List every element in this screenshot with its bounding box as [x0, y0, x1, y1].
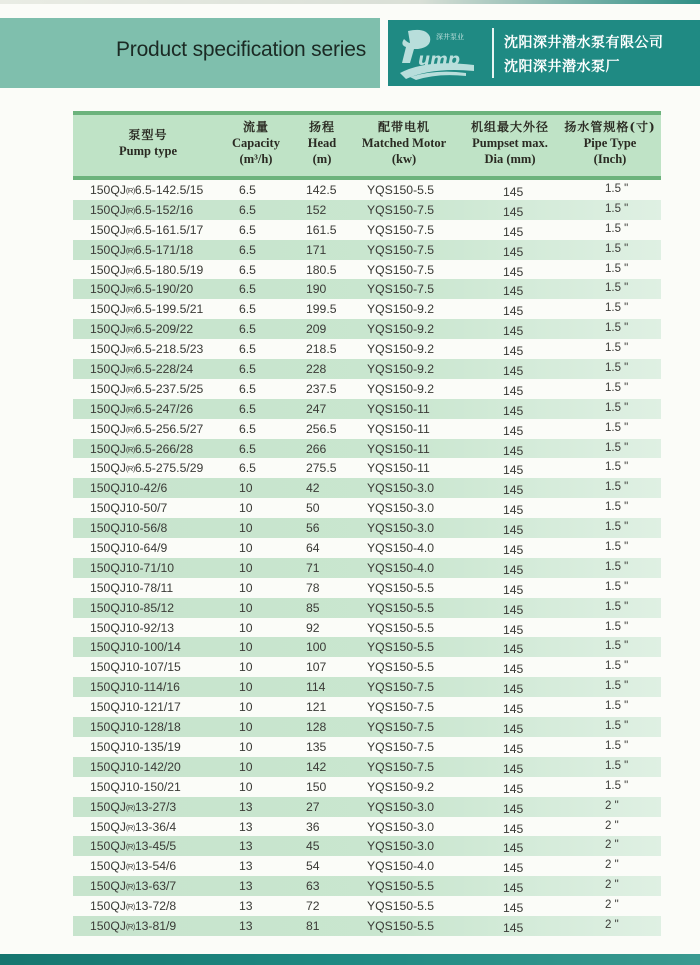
- cell-motor: YQS150-3.0: [367, 501, 435, 516]
- table-body: [73, 180, 661, 936]
- cell-pipe: 2 ": [605, 819, 619, 832]
- cell-dia: 145: [503, 204, 524, 219]
- cell-capacity: 6.5: [239, 282, 256, 297]
- pump-logo-icon: [396, 25, 478, 81]
- cell-pump-type: 150QJ10-42/6: [90, 481, 168, 496]
- cell-capacity: 13: [239, 819, 253, 834]
- cell-head: 128: [306, 720, 327, 735]
- cell-motor: YQS150-7.5: [367, 739, 435, 754]
- cell-motor: YQS150-9.2: [367, 779, 435, 794]
- table-header: [73, 111, 661, 180]
- cell-pipe: 1.5 ": [605, 779, 629, 792]
- cell-pump-type: 150QJ(R)6.5-209/22: [90, 322, 194, 337]
- table-row: [73, 419, 661, 439]
- cell-pump-type: 150QJ(R)6.5-247/26: [90, 401, 194, 416]
- table-row: [73, 399, 661, 419]
- table-row: [73, 637, 661, 657]
- table-row: [73, 618, 661, 638]
- cell-pump-type: 150QJ(R)6.5-190/20: [90, 282, 194, 297]
- table-row: [73, 558, 661, 578]
- cell-pump-type: 150QJ10-85/12: [90, 600, 175, 615]
- cell-pipe: 1.5 ": [605, 202, 629, 215]
- cell-capacity: 6.5: [239, 262, 256, 277]
- cell-capacity: 10: [239, 640, 253, 655]
- cell-pipe: 1.5 ": [605, 600, 629, 613]
- cell-capacity: 6.5: [239, 322, 256, 337]
- table-row: [73, 538, 661, 558]
- cell-capacity: 6.5: [239, 202, 256, 217]
- cell-head: 275.5: [306, 461, 337, 476]
- cell-pump-type: 150QJ(R)13-36/4: [90, 819, 177, 834]
- table-row: [73, 797, 661, 817]
- cell-head: 71: [306, 560, 320, 575]
- cell-pipe: 1.5 ": [605, 620, 629, 633]
- cell-pump-type: 150QJ10-64/9: [90, 541, 168, 556]
- cell-pump-type: 150QJ10-56/8: [90, 521, 168, 536]
- cell-pump-type: 150QJ(R)13-63/7: [90, 879, 177, 894]
- cell-pipe: 1.5 ": [605, 282, 629, 295]
- cell-motor: YQS150-7.5: [367, 242, 435, 257]
- cell-pipe: 1.5 ": [605, 680, 629, 693]
- cell-pipe: 1.5 ": [605, 720, 629, 733]
- cell-capacity: 10: [239, 779, 253, 794]
- cell-pipe: 1.5 ": [605, 342, 629, 355]
- cell-pipe: 1.5 ": [605, 441, 629, 454]
- header-pump-type: 泵型号 Pump type: [119, 128, 177, 158]
- cell-pump-type: 150QJ10-71/10: [90, 560, 175, 575]
- cell-pipe: 2 ": [605, 839, 619, 852]
- cell-capacity: 6.5: [239, 441, 256, 456]
- cell-capacity: 10: [239, 720, 253, 735]
- company-brand-panel: [388, 20, 700, 86]
- cell-motor: YQS150-5.5: [367, 660, 435, 675]
- header-matched-motor: 配带电机 Matched Motor (kw): [361, 120, 447, 166]
- cell-pipe: 1.5 ": [605, 560, 629, 573]
- cell-motor: YQS150-4.0: [367, 560, 435, 575]
- cell-pipe: 2 ": [605, 859, 619, 872]
- cell-pump-type: 150QJ(R)6.5-218.5/23: [90, 342, 204, 357]
- cell-pump-type: 150QJ10-142/20: [90, 759, 181, 774]
- cell-motor: YQS150-7.5: [367, 680, 435, 695]
- table-row: [73, 518, 661, 538]
- cell-pump-type: 150QJ(R)6.5-171/18: [90, 242, 194, 257]
- cell-capacity: 13: [239, 879, 253, 894]
- cell-dia: 145: [503, 264, 524, 279]
- cell-pump-type: 150QJ10-92/13: [90, 620, 175, 635]
- cell-head: 72: [306, 899, 320, 914]
- table-row: [73, 697, 661, 717]
- cell-pump-type: 150QJ(R)13-54/6: [90, 859, 177, 874]
- page-title: Product specification series: [115, 38, 366, 61]
- cell-capacity: 10: [239, 521, 253, 536]
- cell-dia: 145: [503, 185, 524, 199]
- cell-pump-type: 150QJ(R)6.5-161.5/17: [90, 222, 204, 237]
- cell-pipe: 1.5 ": [605, 660, 629, 673]
- cell-pipe: 1.5 ": [605, 481, 629, 494]
- cell-pipe: 1.5 ": [605, 580, 629, 593]
- table-row: [73, 737, 661, 757]
- cell-dia: 145: [503, 244, 524, 259]
- cell-motor: YQS150-11: [367, 461, 430, 476]
- cell-motor: YQS150-11: [367, 441, 430, 456]
- table-row: [73, 240, 661, 260]
- cell-motor: YQS150-5.5: [367, 918, 435, 933]
- cell-dia: 145: [503, 403, 524, 418]
- cell-pipe: 1.5 ": [605, 222, 629, 235]
- cell-head: 228: [306, 362, 327, 377]
- cell-motor: YQS150-9.2: [367, 362, 435, 377]
- table-row: [73, 339, 661, 359]
- cell-dia: 145: [503, 284, 524, 299]
- cell-capacity: 6.5: [239, 222, 256, 237]
- cell-capacity: 6.5: [239, 461, 256, 476]
- cell-head: 142: [306, 759, 327, 774]
- table-row: [73, 717, 661, 737]
- cell-head: 54: [306, 859, 320, 874]
- cell-motor: YQS150-3.0: [367, 521, 435, 536]
- cell-head: 209: [306, 322, 327, 337]
- cell-head: 114: [306, 680, 326, 695]
- footer-bar: [0, 954, 700, 965]
- header-banner: [0, 18, 700, 88]
- cell-pipe: 1.5 ": [605, 521, 629, 534]
- cell-dia: 145: [503, 841, 524, 856]
- cell-dia: 145: [503, 324, 524, 339]
- cell-motor: YQS150-9.2: [367, 381, 435, 396]
- cell-pump-type: 150QJ(R)13-81/9: [90, 918, 177, 933]
- cell-dia: 145: [503, 662, 524, 677]
- cell-dia: 145: [503, 642, 524, 657]
- table-row: [73, 498, 661, 518]
- table-row: [73, 478, 661, 498]
- cell-pipe: 1.5 ": [605, 262, 629, 275]
- cell-capacity: 13: [239, 839, 253, 854]
- cell-capacity: 10: [239, 620, 253, 635]
- cell-motor: YQS150-7.5: [367, 720, 435, 735]
- cell-head: 81: [306, 918, 320, 933]
- cell-capacity: 6.5: [239, 362, 256, 377]
- table-row: [73, 359, 661, 379]
- cell-pipe: 1.5 ": [605, 640, 629, 653]
- cell-pipe: 1.5 ": [605, 739, 629, 752]
- cell-capacity: 10: [239, 759, 253, 774]
- cell-capacity: 6.5: [239, 342, 256, 357]
- logo-divider: [492, 28, 494, 78]
- cell-pump-type: 150QJ10-121/17: [90, 700, 181, 715]
- table-row: [73, 836, 661, 856]
- cell-head: 50: [306, 501, 320, 516]
- cell-head: 218.5: [306, 342, 337, 357]
- table-row: [73, 598, 661, 618]
- cell-pump-type: 150QJ10-135/19: [90, 739, 181, 754]
- cell-dia: 145: [503, 682, 524, 697]
- cell-motor: YQS150-7.5: [367, 759, 435, 774]
- cell-dia: 145: [503, 741, 524, 756]
- table-row: [73, 279, 661, 299]
- cell-dia: 145: [503, 702, 524, 717]
- cell-head: 199.5: [306, 302, 337, 317]
- cell-dia: 145: [503, 582, 524, 597]
- cell-capacity: 10: [239, 739, 253, 754]
- cell-dia: 145: [503, 761, 524, 776]
- company-name-secondary: 沈阳深井潜水泵厂: [504, 59, 620, 75]
- table-row: [73, 657, 661, 677]
- cell-pump-type: 150QJ(R)6.5-152/16: [90, 202, 194, 217]
- cell-dia: 145: [503, 920, 524, 935]
- cell-motor: YQS150-7.5: [367, 282, 435, 297]
- cell-motor: YQS150-11: [367, 401, 430, 416]
- cell-capacity: 6.5: [239, 183, 256, 197]
- table-row: [73, 856, 661, 876]
- table-row: [73, 876, 661, 896]
- cell-capacity: 10: [239, 700, 253, 715]
- cell-pump-type: 150QJ(R)6.5-237.5/25: [90, 381, 204, 396]
- cell-head: 78: [306, 580, 320, 595]
- cell-motor: YQS150-3.0: [367, 481, 435, 496]
- cell-pipe: 1.5 ": [605, 541, 629, 554]
- cell-head: 247: [306, 401, 327, 416]
- cell-capacity: 6.5: [239, 302, 256, 317]
- cell-dia: 145: [503, 861, 524, 876]
- cell-dia: 145: [503, 781, 524, 796]
- cell-pump-type: 150QJ10-128/18: [90, 720, 181, 735]
- cell-capacity: 13: [239, 899, 253, 914]
- cell-motor: YQS150-5.5: [367, 183, 435, 197]
- cell-capacity: 10: [239, 481, 253, 496]
- top-edge-strip: [0, 0, 700, 4]
- cell-head: 85: [306, 600, 320, 615]
- table-row: [73, 757, 661, 777]
- cell-head: 161.5: [306, 222, 337, 237]
- cell-head: 63: [306, 879, 320, 894]
- cell-motor: YQS150-7.5: [367, 202, 435, 217]
- cell-dia: 145: [503, 483, 524, 498]
- svg-text:深井泵业: 深井泵业: [436, 33, 464, 41]
- table-row: [73, 817, 661, 837]
- cell-pump-type: 150QJ(R)13-45/5: [90, 839, 177, 854]
- cell-motor: YQS150-7.5: [367, 700, 435, 715]
- table-row: [73, 677, 661, 697]
- cell-pipe: 1.5 ": [605, 302, 629, 315]
- cell-pipe: 1.5 ": [605, 421, 629, 434]
- cell-pipe: 1.5 ": [605, 183, 629, 195]
- cell-capacity: 6.5: [239, 401, 256, 416]
- cell-motor: YQS150-9.2: [367, 342, 435, 357]
- cell-motor: YQS150-9.2: [367, 322, 435, 337]
- cell-dia: 145: [503, 622, 524, 637]
- header-capacity: 流量 Capacity (m³/h): [232, 120, 280, 166]
- cell-pump-type: 150QJ10-114/16: [90, 680, 180, 695]
- cell-dia: 145: [503, 224, 524, 239]
- cell-head: 121: [306, 700, 327, 715]
- cell-head: 150: [306, 779, 327, 794]
- cell-dia: 145: [503, 562, 524, 577]
- table-row: [73, 578, 661, 598]
- cell-head: 92: [306, 620, 320, 635]
- banner-title-panel: [0, 18, 380, 88]
- cell-pump-type: 150QJ(R)6.5-275.5/29: [90, 461, 204, 476]
- cell-dia: 145: [503, 364, 524, 379]
- table-row: [73, 896, 661, 916]
- cell-capacity: 6.5: [239, 381, 256, 396]
- table-row: [73, 777, 661, 797]
- cell-head: 135: [306, 739, 327, 754]
- cell-dia: 145: [503, 463, 524, 478]
- cell-dia: 145: [503, 722, 524, 737]
- cell-dia: 145: [503, 543, 524, 558]
- cell-capacity: 10: [239, 501, 253, 516]
- table-row: [73, 180, 661, 200]
- cell-motor: YQS150-4.0: [367, 859, 435, 874]
- cell-head: 64: [306, 541, 320, 556]
- cell-motor: YQS150-5.5: [367, 879, 435, 894]
- cell-pipe: 1.5 ": [605, 501, 629, 514]
- table-row: [73, 200, 661, 220]
- cell-motor: YQS150-5.5: [367, 640, 435, 655]
- header-head: 扬程 Head (m): [307, 120, 337, 166]
- cell-pump-type: 150QJ(R)13-27/3: [90, 799, 177, 814]
- cell-pump-type: 150QJ(R)13-72/8: [90, 899, 177, 914]
- cell-capacity: 13: [239, 859, 253, 874]
- cell-head: 152: [306, 202, 327, 217]
- cell-dia: 145: [503, 443, 524, 458]
- table-row: [73, 439, 661, 459]
- cell-motor: YQS150-5.5: [367, 580, 435, 595]
- cell-head: 45: [306, 839, 320, 854]
- cell-capacity: 6.5: [239, 242, 256, 257]
- cell-head: 237.5: [306, 381, 337, 396]
- cell-motor: YQS150-11: [367, 421, 430, 436]
- cell-dia: 145: [503, 881, 524, 896]
- cell-motor: YQS150-7.5: [367, 262, 435, 277]
- cell-motor: YQS150-3.0: [367, 819, 435, 834]
- cell-pipe: 1.5 ": [605, 322, 629, 335]
- cell-pipe: 2 ": [605, 799, 619, 812]
- cell-dia: 145: [503, 383, 524, 398]
- cell-pump-type: 150QJ(R)6.5-266/28: [90, 441, 194, 456]
- table-row: [73, 260, 661, 280]
- cell-head: 180.5: [306, 262, 337, 277]
- cell-dia: 145: [503, 344, 524, 359]
- cell-capacity: 10: [239, 541, 253, 556]
- cell-head: 266: [306, 441, 327, 456]
- cell-pipe: 1.5 ": [605, 242, 629, 255]
- cell-pump-type: 150QJ10-78/11: [90, 580, 174, 595]
- header-pumpset-dia: 机组最大外径 Pumpset max. Dia (mm): [470, 120, 549, 166]
- cell-head: 100: [306, 640, 327, 655]
- cell-dia: 145: [503, 801, 524, 816]
- cell-dia: 145: [503, 602, 524, 617]
- cell-pump-type: 150QJ10-107/15: [90, 660, 181, 675]
- cell-dia: 145: [503, 901, 524, 916]
- svg-text:ump: ump: [418, 50, 460, 70]
- cell-pump-type: 150QJ10-50/7: [90, 501, 168, 516]
- cell-dia: 145: [503, 503, 524, 518]
- spec-table: [73, 111, 661, 936]
- cell-dia: 145: [503, 423, 524, 438]
- table-row: [73, 299, 661, 319]
- cell-capacity: 13: [239, 799, 253, 814]
- cell-pipe: 1.5 ": [605, 759, 629, 772]
- cell-capacity: 10: [239, 600, 253, 615]
- cell-pump-type: 150QJ(R)6.5-142.5/15: [90, 183, 204, 197]
- cell-capacity: 10: [239, 580, 253, 595]
- cell-head: 142.5: [306, 183, 337, 197]
- cell-motor: YQS150-7.5: [367, 222, 435, 237]
- cell-motor: YQS150-3.0: [367, 839, 435, 854]
- cell-pump-type: 150QJ(R)6.5-228/24: [90, 362, 194, 377]
- cell-motor: YQS150-5.5: [367, 620, 435, 635]
- cell-pipe: 1.5 ": [605, 700, 629, 713]
- cell-pump-type: 150QJ10-150/21: [90, 779, 181, 794]
- cell-motor: YQS150-5.5: [367, 899, 435, 914]
- cell-head: 190: [306, 282, 327, 297]
- table-row: [73, 319, 661, 339]
- cell-motor: YQS150-9.2: [367, 302, 435, 317]
- cell-pipe: 2 ": [605, 899, 619, 912]
- cell-pipe: 1.5 ": [605, 401, 629, 414]
- cell-pipe: 2 ": [605, 879, 619, 892]
- cell-pipe: 2 ": [605, 918, 619, 931]
- cell-pump-type: 150QJ(R)6.5-180.5/19: [90, 262, 204, 277]
- cell-head: 256.5: [306, 421, 337, 436]
- cell-pipe: 1.5 ": [605, 381, 629, 394]
- cell-pump-type: 150QJ10-100/14: [90, 640, 181, 655]
- cell-head: 42: [306, 481, 320, 496]
- cell-head: 56: [306, 521, 320, 536]
- cell-head: 27: [306, 799, 320, 814]
- cell-pipe: 1.5 ": [605, 362, 629, 375]
- company-name-primary: 沈阳深井潜水泵有限公司: [504, 35, 664, 51]
- cell-head: 36: [306, 819, 320, 834]
- cell-head: 171: [306, 242, 327, 257]
- cell-capacity: 10: [239, 660, 253, 675]
- cell-capacity: 10: [239, 560, 253, 575]
- cell-capacity: 6.5: [239, 421, 256, 436]
- cell-head: 107: [306, 660, 327, 675]
- cell-motor: YQS150-4.0: [367, 541, 435, 556]
- table-row: [73, 220, 661, 240]
- cell-pipe: 1.5 ": [605, 461, 629, 474]
- cell-dia: 145: [503, 523, 524, 538]
- header-pipe-type: 扬水管规格(寸) Pipe Type (Inch): [564, 120, 656, 166]
- table-row: [73, 379, 661, 399]
- cell-pump-type: 150QJ(R)6.5-256.5/27: [90, 421, 204, 436]
- cell-capacity: 10: [239, 680, 253, 695]
- cell-dia: 145: [503, 304, 524, 319]
- cell-capacity: 13: [239, 918, 253, 933]
- table-row: [73, 916, 661, 936]
- cell-motor: YQS150-3.0: [367, 799, 435, 814]
- cell-motor: YQS150-5.5: [367, 600, 435, 615]
- cell-pump-type: 150QJ(R)6.5-199.5/21: [90, 302, 204, 317]
- table-row: [73, 458, 661, 478]
- cell-dia: 145: [503, 821, 524, 836]
